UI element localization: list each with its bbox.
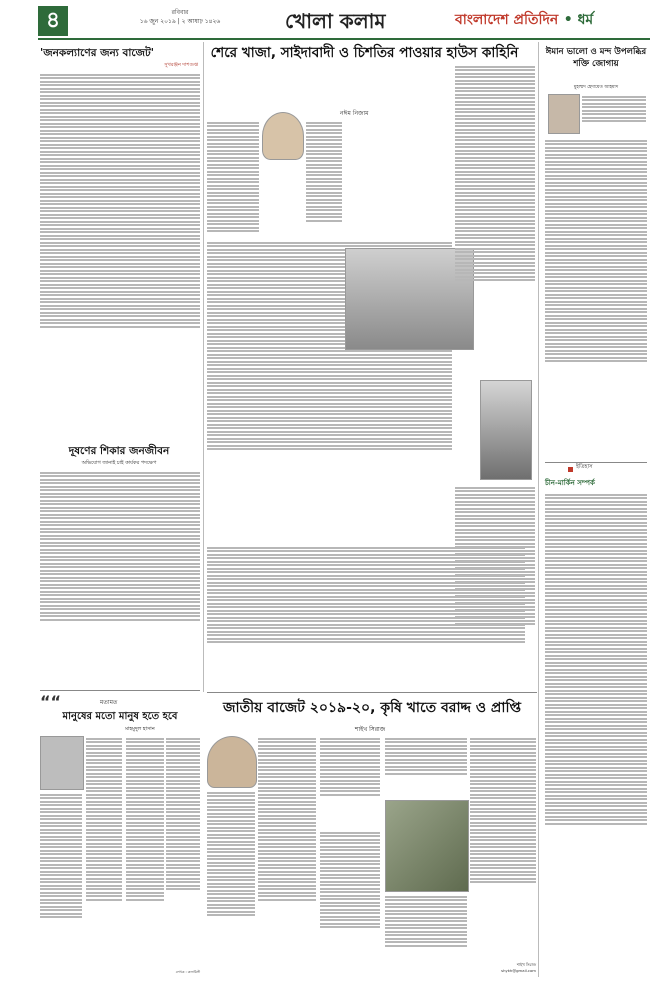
section-tag: ইতিহাস (576, 464, 593, 470)
article-body (455, 485, 535, 685)
article-body (258, 736, 316, 976)
article-body (582, 94, 646, 134)
article-title: 'জনকল্যাণের জন্য বাজেট' (40, 47, 154, 59)
author-photo (207, 736, 257, 788)
article-body (166, 736, 200, 968)
article-title: জাতীয় বাজেট ২০১৯-২০, কৃষি খাতে বরাদ্দ ও প্রাপ্তি (223, 700, 521, 716)
article-byline: শাইখ সিরাজ (354, 726, 386, 733)
page-number: ৪ (38, 6, 68, 36)
quote-mark: ““ (40, 692, 62, 711)
section-tag: মতামত (100, 699, 118, 706)
author-photo (40, 736, 84, 790)
article-title: চীন-মার্কিন সম্পর্ক (545, 479, 595, 487)
article-subtitle: অভিযোগ জানাই চাই কার্যকর পদক্ষেপ (81, 460, 157, 466)
article-byline: সুখরঞ্জন দাশগুপ্ত (164, 62, 198, 68)
divider (40, 690, 200, 691)
brand-section: • ধর্ম (563, 12, 594, 28)
date-day: রবিবার (171, 9, 189, 16)
divider (538, 42, 539, 977)
article-body (320, 830, 380, 976)
section-title: খোলা কলাম (285, 9, 386, 33)
author-photo (262, 112, 304, 160)
article-end-note: লেখক : কলামিস্ট (175, 970, 200, 974)
article-body (207, 790, 255, 976)
divider (207, 692, 537, 693)
article-body (545, 138, 647, 460)
article-title: দূষণের শিকার জনজীবন (68, 445, 170, 457)
date-line (110, 8, 250, 26)
history-bullet-icon (568, 467, 573, 472)
article-title: ঈমান ভালো ও মন্দ উপলব্ধির শক্তি জোগায় (545, 47, 647, 69)
author-signoff (470, 962, 536, 974)
article-body (545, 492, 647, 974)
divider (545, 462, 647, 463)
brand-name: বাংলাদেশ প্রতিদিন (455, 12, 559, 28)
author-email: shykh@gmail.com (501, 968, 536, 973)
author-photo (548, 94, 580, 134)
article-body (126, 736, 164, 976)
article-body (40, 72, 200, 438)
article-body (385, 894, 467, 976)
article-byline: নঈম নিজাম (340, 110, 369, 117)
article-body (86, 736, 122, 976)
article-body (455, 64, 535, 374)
date-text: ১৬ জুন ২০১৯ | ২ আষাঢ় ১৪২৬ (139, 18, 221, 25)
author-name: শাইখ সিরাজ (516, 962, 536, 967)
feature-photo (480, 380, 532, 480)
article-body (470, 736, 536, 958)
article-body (385, 736, 467, 796)
article-body (40, 470, 200, 688)
divider (203, 42, 204, 692)
article-byline: মাহমুদুল হাসান (125, 726, 155, 732)
brand-logo (455, 8, 645, 32)
article-body (320, 736, 380, 826)
article-body (40, 792, 82, 976)
header-rule (38, 38, 650, 40)
article-title: শেরে খাজা, সাইদাবাদী ও চিশতির পাওয়ার হাউস কাহিনি (210, 45, 519, 61)
feature-photo (385, 800, 469, 892)
article-title: মানুষের মতো মানুষ হতে হবে (62, 711, 178, 722)
article-byline: মুহাম্মদ হেদায়েত আহমাদ (573, 85, 619, 90)
